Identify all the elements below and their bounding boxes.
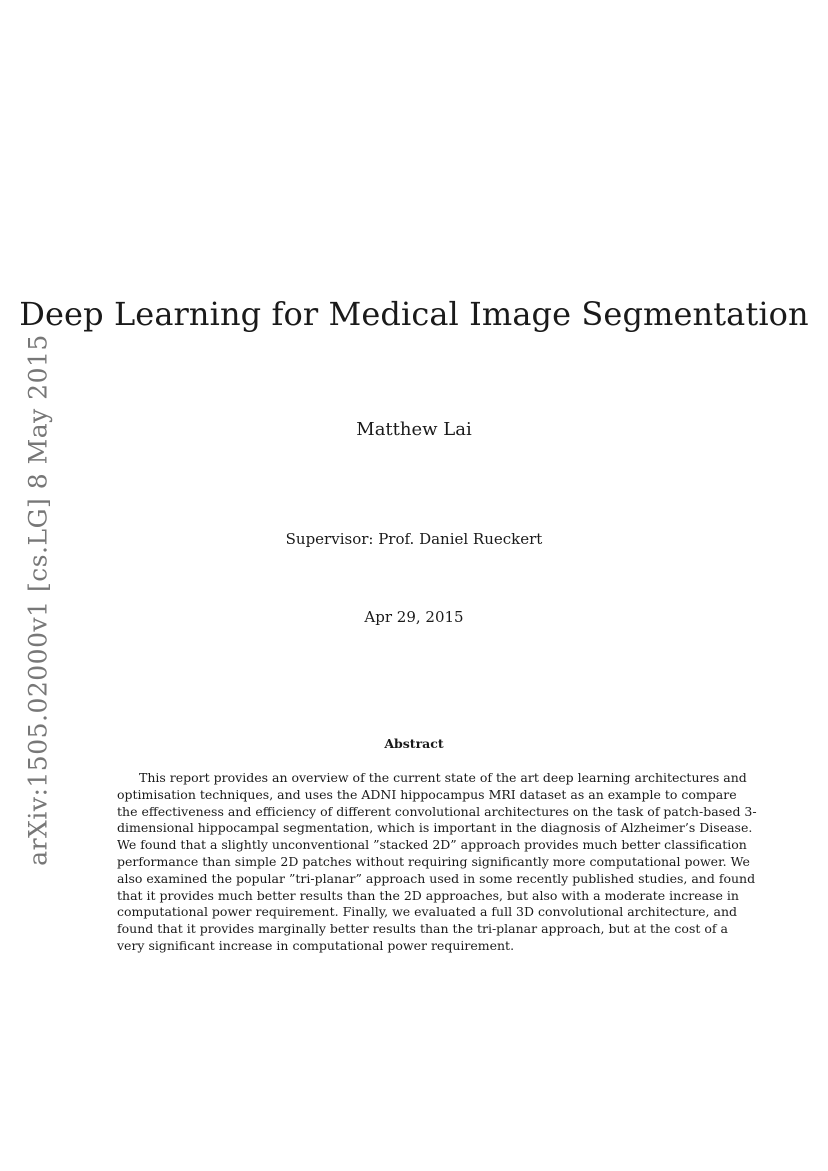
abstract-line: found that it provides marginally better results than the tri-planar approach, but at the cost of a <box>117 921 728 937</box>
abstract-line: that it provides much better results than the 2D approaches, but also with a moderate increase in <box>117 887 739 903</box>
abstract-line: dimensional hippocampal segmentation, which is important in the diagnosis of Alzheimer’s Disease. <box>117 820 753 836</box>
arxiv-identifier-text: arXiv:1505.02000v1 [cs.LG] 8 May 2015 <box>23 334 53 866</box>
abstract-line: This report provides an overview of the current state of the art deep learning architectures and <box>139 770 747 785</box>
author-name: Matthew Lai <box>356 419 472 440</box>
abstract-body <box>117 770 757 955</box>
abstract-line: the effectiveness and efficiency of different convolutional architectures on the task of patch-based 3- <box>117 803 757 819</box>
paper-date: Apr 29, 2015 <box>364 608 464 626</box>
paper-title: Deep Learning for Medical Image Segmentation <box>19 295 809 333</box>
abstract-line: computational power requirement. Finally, we evaluated a full 3D convolutional architecture, and <box>117 904 738 920</box>
abstract-line: performance than simple 2D patches without requiring significantly more computational power. We <box>117 853 750 869</box>
abstract-heading: Abstract <box>384 736 444 751</box>
supervisor-line: Supervisor: Prof. Daniel Rueckert <box>285 530 543 548</box>
abstract-line: very significant increase in computational power requirement. <box>117 937 515 953</box>
abstract-line: optimisation techniques, and uses the ADNI hippocampus MRI dataset as an example to compare <box>117 786 737 802</box>
abstract-line: also examined the popular ”tri-planar” approach used in some recently published studies, and found <box>117 870 756 886</box>
abstract-line: We found that a slightly unconventional ”stacked 2D” approach provides much better classification <box>117 837 747 853</box>
